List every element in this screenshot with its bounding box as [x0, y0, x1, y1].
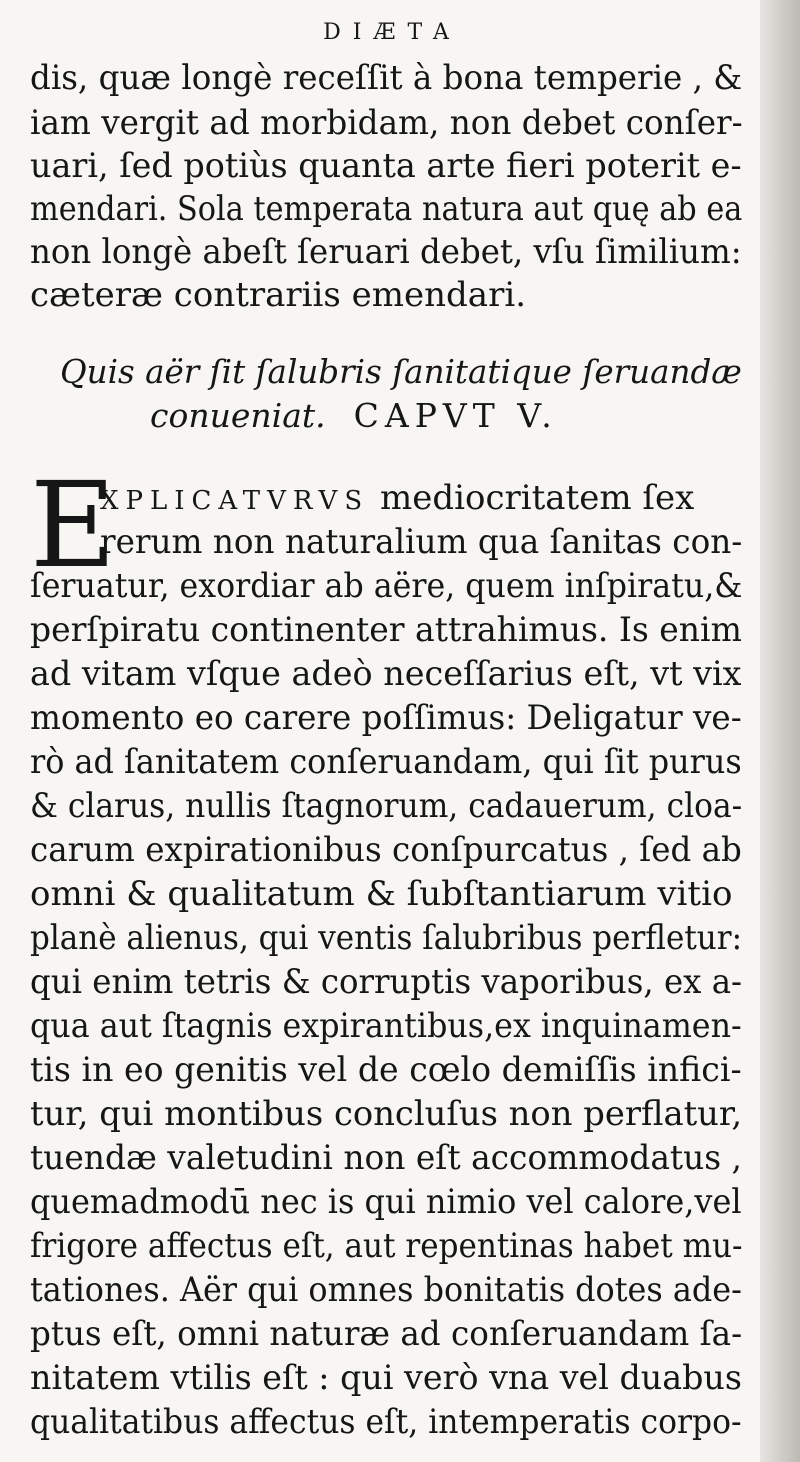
chapter-title-line2: [150, 396, 558, 436]
text-line: cæteræ contrariis emendari.: [30, 275, 527, 315]
text-line: ptus eſt, omni naturæ ad conſeruandam ſa-: [30, 1314, 743, 1354]
drop-cap: E: [30, 456, 117, 594]
first-body-line: [100, 478, 694, 521]
first-line-rest: mediocritatem ſex: [379, 478, 695, 518]
text-line: rò ad ſanitatem conſeruandam, qui ſit purus: [30, 742, 742, 782]
text-line: planè alienus, qui ventis ſalubribus perfletur:: [30, 918, 743, 958]
text-line: tuendæ valetudini non eſt accommodatus ,: [30, 1138, 742, 1178]
text-line: uari, ſed potiùs quanta arte fieri poterit e-: [30, 146, 742, 186]
text-line: ad vitam vſque adeò neceſſarius eſt, vt vix: [30, 654, 742, 694]
text-line: quemadmodū nec is qui nimio vel calore,vel: [30, 1182, 742, 1222]
text-line: dis, quæ longè receſſit à bona temperie , &: [30, 58, 743, 98]
text-line: rerum non naturalium qua ſanitas con-: [100, 522, 743, 562]
text-line: qualitatibus affectus eſt, intemperatis corpo-: [30, 1402, 742, 1442]
text-line: iam vergit ad morbidam, non debet conſer-: [30, 103, 743, 143]
text-line: nitatem vtilis eſt : qui verò vna vel duabus: [30, 1358, 742, 1398]
text-line: qui enim tetris & corruptis vaporibus, ex a-: [30, 962, 742, 1002]
text-line: frigore affectus eſt, aut repentinas habet mu-: [30, 1226, 743, 1266]
running-head: DIÆTA: [323, 20, 461, 45]
text-line: mendari. Sola temperata natura aut quę ab ea: [30, 189, 743, 229]
text-line: carum expirationibus conſpurcatus , ſed ab: [30, 830, 742, 870]
text-line: tis in eo genitis vel de cœlo demiſſis infici-: [30, 1050, 742, 1090]
text-line: qua aut ſtagnis expirantibus,ex inquinamen-: [30, 1006, 742, 1046]
chapter-title-line1: Quis aër ſit ſalubris ſanitatique ſeruandæ: [60, 352, 742, 391]
text-line: & clarus, nullis ſtagnorum, cadauerum, cloa-: [30, 786, 743, 826]
chapter-number: CAPVT V.: [353, 396, 558, 435]
text-line: ſeruatur, exordiar ab aëre, quem inſpiratu,&: [30, 566, 743, 606]
text-line: momento eo carere poſſimus: Deligatur ve-: [30, 698, 742, 738]
text-line: non longè abeſt ſeruari debet, vſu ſimilium:: [30, 232, 742, 272]
text-line: tur, qui montibus concluſus non perflatur,: [30, 1094, 743, 1134]
text-line: perſpiratu continenter attrahimus. Is enim: [30, 610, 742, 650]
text-line: omni & qualitatum & ſubſtantiarum vitio: [30, 874, 733, 914]
chapter-title-conueniat: conueniat.: [150, 396, 326, 435]
text-line: tationes. Aër qui omnes bonitatis dotes ade-: [30, 1270, 742, 1310]
first-word-smallcaps: XPLICATVRVS: [100, 486, 370, 516]
page-gutter-shadow: [760, 0, 800, 1462]
